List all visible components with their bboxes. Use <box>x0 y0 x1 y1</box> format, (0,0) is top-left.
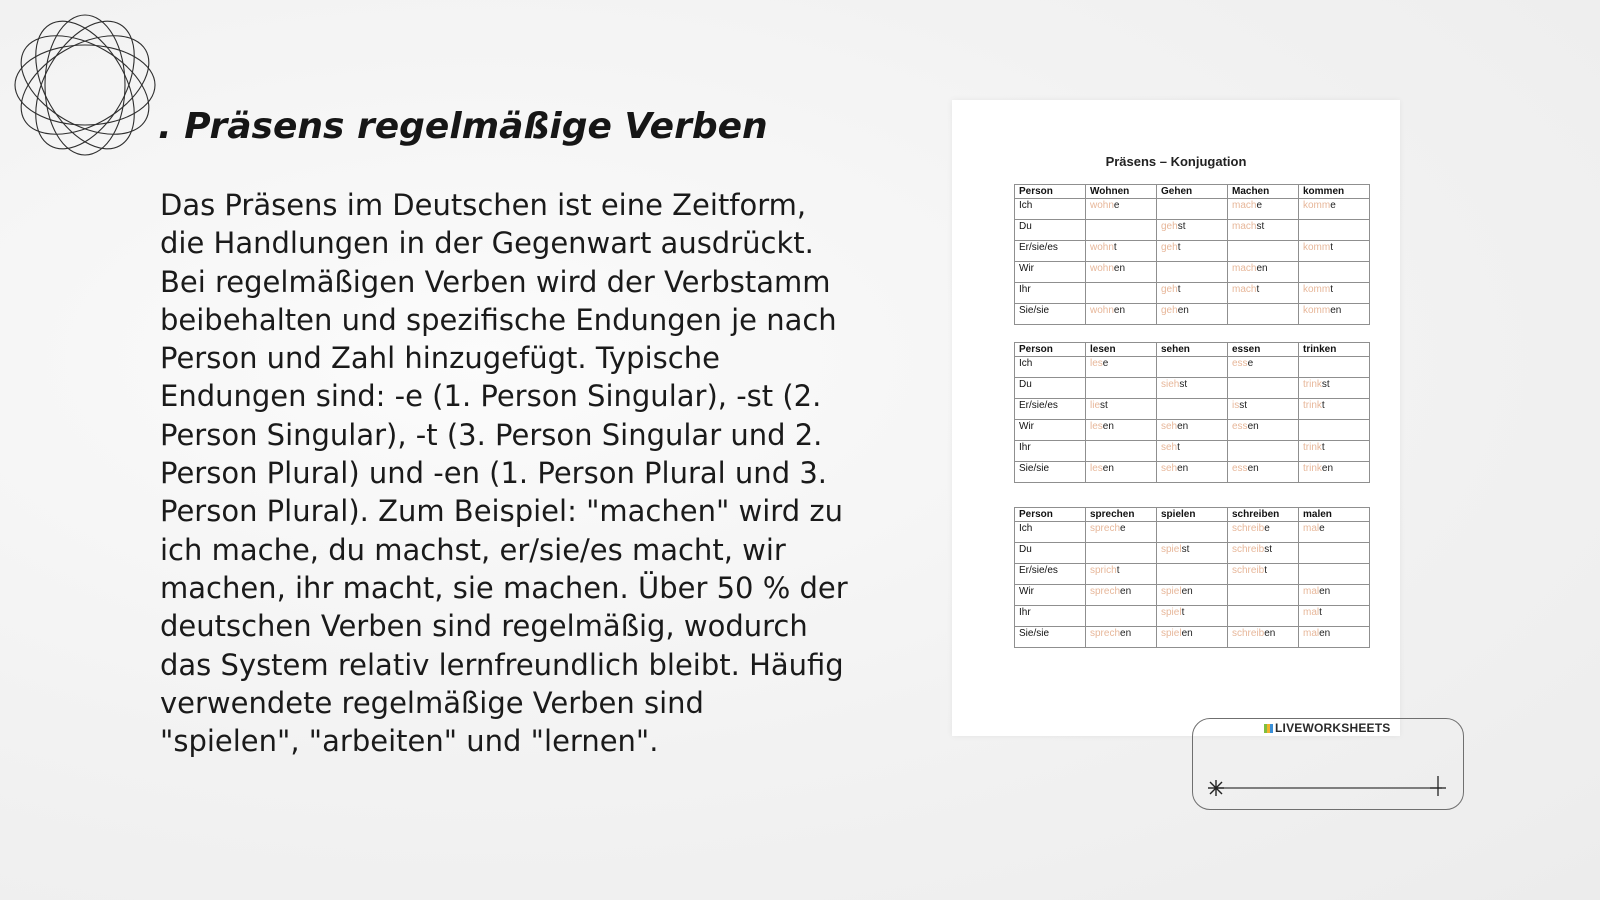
verb-ending: t <box>1177 284 1181 295</box>
verb-ending: en <box>1321 463 1334 474</box>
verb-stem: ess <box>1232 358 1248 369</box>
person-cell: Wir <box>1015 420 1086 441</box>
verb-stem: mach <box>1232 221 1257 232</box>
conjugation-cell <box>1157 420 1228 441</box>
verb-stem: komm <box>1303 200 1331 211</box>
table-row <box>1015 585 1370 606</box>
verb-ending: en <box>1247 421 1259 432</box>
person-cell: Ihr <box>1015 441 1086 462</box>
conjugation-cell <box>1086 283 1157 304</box>
person-cell: Er/sie/es <box>1015 564 1086 585</box>
verb-ending: t <box>1321 442 1325 453</box>
verb-stem: les <box>1090 358 1103 369</box>
verb-ending: en <box>1330 305 1342 316</box>
conjugation-cell <box>1086 564 1157 585</box>
conjugation-cell <box>1299 543 1370 564</box>
verb-stem: wohn <box>1090 200 1114 211</box>
conjugation-cell <box>1228 564 1299 585</box>
verb-stem: mach <box>1232 263 1257 274</box>
table-row <box>1015 522 1370 543</box>
verb-ending: en <box>1181 586 1193 597</box>
conjugation-cell <box>1299 606 1370 627</box>
table-row <box>1015 304 1370 325</box>
verb-ending: t <box>1264 565 1268 576</box>
verb-stem: lie <box>1090 400 1101 411</box>
verb-stem: sprich <box>1090 565 1117 576</box>
conjugation-cell <box>1299 241 1370 262</box>
verb-stem: spiel <box>1161 544 1182 555</box>
person-cell: Du <box>1015 378 1086 399</box>
verb-ending: en <box>1319 628 1331 639</box>
verb-ending: t <box>1116 565 1120 576</box>
table-header-cell: Person <box>1015 185 1086 199</box>
verb-ending: st <box>1239 400 1248 411</box>
verb-ending: en <box>1256 263 1268 274</box>
verb-ending: en <box>1177 463 1189 474</box>
conjugation-cell <box>1228 399 1299 420</box>
conjugation-cell <box>1086 378 1157 399</box>
conjugation-cell <box>1299 283 1370 304</box>
verb-stem: wohn <box>1090 305 1114 316</box>
verb-ending: en <box>1319 586 1331 597</box>
table-header-cell: sprechen <box>1086 508 1157 522</box>
conjugation-cell <box>1299 220 1370 241</box>
verb-stem: ess <box>1232 463 1248 474</box>
conjugation-cell <box>1228 199 1299 220</box>
verb-stem: seh <box>1161 442 1178 453</box>
verb-ending: en <box>1177 305 1189 316</box>
conjugation-cell <box>1157 627 1228 648</box>
verb-stem: seh <box>1161 463 1178 474</box>
table-header-cell: Person <box>1015 508 1086 522</box>
verb-stem: ess <box>1232 421 1248 432</box>
conjugation-cell <box>1299 462 1370 483</box>
verb-ending: t <box>1177 242 1181 253</box>
table-row <box>1015 357 1370 378</box>
verb-stem: komm <box>1303 242 1331 253</box>
verb-ending: t <box>1256 284 1260 295</box>
table-row <box>1015 283 1370 304</box>
conjugation-cell <box>1299 585 1370 606</box>
table-row <box>1015 241 1370 262</box>
interlocking-circles-icon <box>10 10 160 160</box>
verb-stem: schreib <box>1232 628 1265 639</box>
conjugation-cell <box>1157 262 1228 283</box>
conjugation-cell <box>1228 357 1299 378</box>
verb-ending: st <box>1321 379 1330 390</box>
verb-stem: wohn <box>1090 242 1114 253</box>
table-row <box>1015 378 1370 399</box>
conjugation-cell <box>1157 378 1228 399</box>
conjugation-cell <box>1086 420 1157 441</box>
conjugation-cell <box>1299 357 1370 378</box>
verb-stem: mach <box>1232 200 1257 211</box>
verb-stem: geh <box>1161 284 1178 295</box>
conjugation-cell <box>1299 420 1370 441</box>
conjugation-cell <box>1086 399 1157 420</box>
table-row <box>1015 420 1370 441</box>
verb-ending: st <box>1181 544 1190 555</box>
verb-stem: sieh <box>1161 379 1180 390</box>
table-row <box>1015 543 1370 564</box>
conjugation-cell <box>1157 241 1228 262</box>
verb-stem: spiel <box>1161 628 1182 639</box>
table-row <box>1015 262 1370 283</box>
verb-stem: geh <box>1161 305 1178 316</box>
table-row <box>1015 627 1370 648</box>
verb-stem: sprech <box>1090 586 1121 597</box>
person-cell: Ich <box>1015 522 1086 543</box>
verb-ending: e <box>1264 523 1270 534</box>
table-header-cell: essen <box>1228 343 1299 357</box>
conjugation-cell <box>1228 262 1299 283</box>
conjugation-cell <box>1086 606 1157 627</box>
conjugation-cell <box>1299 627 1370 648</box>
conjugation-cell <box>1086 462 1157 483</box>
conjugation-cell <box>1157 304 1228 325</box>
verb-ending: e <box>1319 523 1325 534</box>
worksheet-title: Präsens – Konjugation <box>1105 154 1247 169</box>
table-header-row <box>1015 185 1370 199</box>
table-row <box>1015 462 1370 483</box>
person-cell: Ich <box>1015 199 1086 220</box>
verb-stem: geh <box>1161 221 1178 232</box>
conjugation-table-3 <box>1014 507 1370 648</box>
person-cell: Ihr <box>1015 606 1086 627</box>
verb-ending: e <box>1102 358 1109 369</box>
verb-stem: schreib <box>1232 565 1265 576</box>
person-cell: Sie/sie <box>1015 304 1086 325</box>
person-cell: Er/sie/es <box>1015 241 1086 262</box>
verb-ending: en <box>1120 586 1132 597</box>
verb-stem: mal <box>1303 523 1320 534</box>
verb-ending: e <box>1247 358 1254 369</box>
verb-stem: mal <box>1303 586 1320 597</box>
conjugation-cell <box>1086 304 1157 325</box>
table-header-cell: schreiben <box>1228 508 1299 522</box>
verb-ending: en <box>1264 628 1276 639</box>
verb-stem: geh <box>1161 242 1178 253</box>
table-header-cell: Gehen <box>1157 185 1228 199</box>
verb-ending: t <box>1113 242 1117 253</box>
conjugation-cell <box>1086 543 1157 564</box>
conjugation-cell <box>1086 241 1157 262</box>
conjugation-cell <box>1228 627 1299 648</box>
verb-stem: seh <box>1161 421 1178 432</box>
table-header-cell: kommen <box>1299 185 1370 199</box>
worksheet-image <box>952 100 1400 736</box>
verb-ending: e <box>1256 200 1263 211</box>
conjugation-cell <box>1157 199 1228 220</box>
verb-stem: trink <box>1303 400 1322 411</box>
conjugation-table-2 <box>1014 342 1370 483</box>
verb-stem: sprech <box>1090 523 1121 534</box>
conjugation-cell <box>1157 462 1228 483</box>
conjugation-cell <box>1228 585 1299 606</box>
verb-ending: st <box>1179 379 1188 390</box>
liveworksheets-logo-icon <box>1264 724 1273 733</box>
conjugation-cell <box>1299 522 1370 543</box>
conjugation-cell <box>1228 462 1299 483</box>
table-header-row <box>1015 343 1370 357</box>
verb-ending: st <box>1256 221 1265 232</box>
verb-ending: en <box>1113 305 1126 316</box>
person-cell: Wir <box>1015 262 1086 283</box>
conjugation-cell <box>1086 522 1157 543</box>
conjugation-cell <box>1299 199 1370 220</box>
verb-stem: sprech <box>1090 628 1121 639</box>
verb-ending: t <box>1321 400 1325 411</box>
person-cell: Sie/sie <box>1015 627 1086 648</box>
verb-ending: en <box>1102 463 1114 474</box>
conjugation-cell <box>1157 399 1228 420</box>
conjugation-cell <box>1299 564 1370 585</box>
conjugation-cell <box>1086 199 1157 220</box>
table-header-row <box>1015 508 1370 522</box>
table-row <box>1015 199 1370 220</box>
conjugation-cell <box>1157 441 1228 462</box>
table-header-cell: sehen <box>1157 343 1228 357</box>
verb-ending: t <box>1330 242 1334 253</box>
conjugation-cell <box>1157 522 1228 543</box>
verb-stem: schreib <box>1232 544 1265 555</box>
conjugation-cell <box>1086 220 1157 241</box>
table-row <box>1015 606 1370 627</box>
table-header-cell: trinken <box>1299 343 1370 357</box>
table-header-cell: spielen <box>1157 508 1228 522</box>
table-header-cell: Person <box>1015 343 1086 357</box>
slide-title: . Präsens regelmäßige Verben <box>158 106 768 147</box>
verb-ending: en <box>1247 463 1259 474</box>
conjugation-cell <box>1157 357 1228 378</box>
verb-stem: schreib <box>1232 523 1265 534</box>
verb-ending: t <box>1181 607 1185 618</box>
verb-ending: t <box>1177 442 1180 453</box>
liveworksheets-brand-label: LIVEWORKSHEETS <box>1275 721 1391 735</box>
conjugation-cell <box>1228 283 1299 304</box>
conjugation-table-1 <box>1014 184 1370 325</box>
verb-ending: en <box>1113 263 1126 274</box>
verb-stem: trink <box>1303 442 1322 453</box>
conjugation-cell <box>1157 564 1228 585</box>
verb-ending: st <box>1100 400 1108 411</box>
person-cell: Du <box>1015 543 1086 564</box>
conjugation-cell <box>1228 378 1299 399</box>
conjugation-cell <box>1299 378 1370 399</box>
verb-stem: trink <box>1303 379 1322 390</box>
conjugation-cell <box>1086 585 1157 606</box>
verb-ending: st <box>1264 544 1273 555</box>
person-cell: Ich <box>1015 357 1086 378</box>
conjugation-cell <box>1299 262 1370 283</box>
conjugation-cell <box>1228 441 1299 462</box>
table-row <box>1015 220 1370 241</box>
verb-ending: e <box>1330 200 1336 211</box>
verb-stem: mal <box>1303 628 1320 639</box>
table-header-cell: Wohnen <box>1086 185 1157 199</box>
conjugation-cell <box>1228 606 1299 627</box>
conjugation-cell <box>1157 283 1228 304</box>
verb-ending: t <box>1330 284 1334 295</box>
verb-ending: en <box>1177 421 1189 432</box>
logo-ring <box>10 15 160 154</box>
person-cell: Er/sie/es <box>1015 399 1086 420</box>
verb-stem: komm <box>1303 284 1331 295</box>
verb-ending: en <box>1120 628 1132 639</box>
conjugation-cell <box>1157 585 1228 606</box>
logo-ring <box>10 15 160 154</box>
conjugation-cell <box>1157 543 1228 564</box>
verb-stem: wohn <box>1090 263 1114 274</box>
person-cell: Du <box>1015 220 1086 241</box>
conjugation-cell <box>1157 220 1228 241</box>
table-header-cell: malen <box>1299 508 1370 522</box>
person-cell: Wir <box>1015 585 1086 606</box>
verb-ending: t <box>1319 607 1322 618</box>
verb-stem: les <box>1090 421 1103 432</box>
liveworksheets-brand <box>1264 721 1390 735</box>
conjugation-cell <box>1299 304 1370 325</box>
conjugation-cell <box>1157 606 1228 627</box>
conjugation-cell <box>1228 543 1299 564</box>
conjugation-cell <box>1228 241 1299 262</box>
verb-ending: en <box>1181 628 1193 639</box>
table-row <box>1015 399 1370 420</box>
conjugation-cell <box>1228 420 1299 441</box>
conjugation-cell <box>1299 441 1370 462</box>
verb-stem: spiel <box>1161 586 1182 597</box>
verb-stem: is <box>1232 400 1240 411</box>
conjugation-cell <box>1086 627 1157 648</box>
verb-ending: en <box>1102 421 1114 432</box>
table-header-cell: Machen <box>1228 185 1299 199</box>
person-cell: Ihr <box>1015 283 1086 304</box>
conjugation-cell <box>1228 522 1299 543</box>
verb-ending: st <box>1177 221 1186 232</box>
person-cell: Sie/sie <box>1015 462 1086 483</box>
verb-stem: mach <box>1232 284 1257 295</box>
verb-ending: e <box>1120 523 1126 534</box>
badge-line-decoration <box>1204 776 1456 796</box>
verb-stem: mal <box>1303 607 1320 618</box>
verb-stem: les <box>1090 463 1103 474</box>
verb-stem: spiel <box>1161 607 1182 618</box>
logo-ring <box>15 10 154 160</box>
table-header-cell: lesen <box>1086 343 1157 357</box>
conjugation-cell <box>1086 441 1157 462</box>
slide-body-text: Das Präsens im Deutschen ist eine Zeitform, die Handlungen in der Gegenwart ausdrückt. Bei regelmäßigen Verben wird der Verbstamm beibehalten und spezifische Endungen je nach Person und Zahl hinzugefügt. Typische Endungen sind: -e (1. Person Singular), -st (2. Person Singular), -t (3. Person Singular und 2. Person Plural) und -en (1. Person Plural und 3. Person Plural). Zum Beispiel: "machen" wird zu ich mache, du machst, er/sie/es macht, wir machen, ihr macht, sie machen. Über 50 % der deutschen Verben sind regelmäßig, wodurch das System relativ lernfreundlich bleibt. Häufig verwendete regelmäßige Verben sind "spielen", "arbeiten" und "lernen". <box>160 188 848 759</box>
table-row <box>1015 441 1370 462</box>
conjugation-cell <box>1086 262 1157 283</box>
table-row <box>1015 564 1370 585</box>
logo-ring <box>15 10 154 160</box>
conjugation-cell <box>1228 304 1299 325</box>
conjugation-cell <box>1299 399 1370 420</box>
conjugation-cell <box>1228 220 1299 241</box>
conjugation-cell <box>1086 357 1157 378</box>
verb-ending: e <box>1113 200 1120 211</box>
verb-stem: komm <box>1303 305 1331 316</box>
verb-stem: trink <box>1303 463 1322 474</box>
